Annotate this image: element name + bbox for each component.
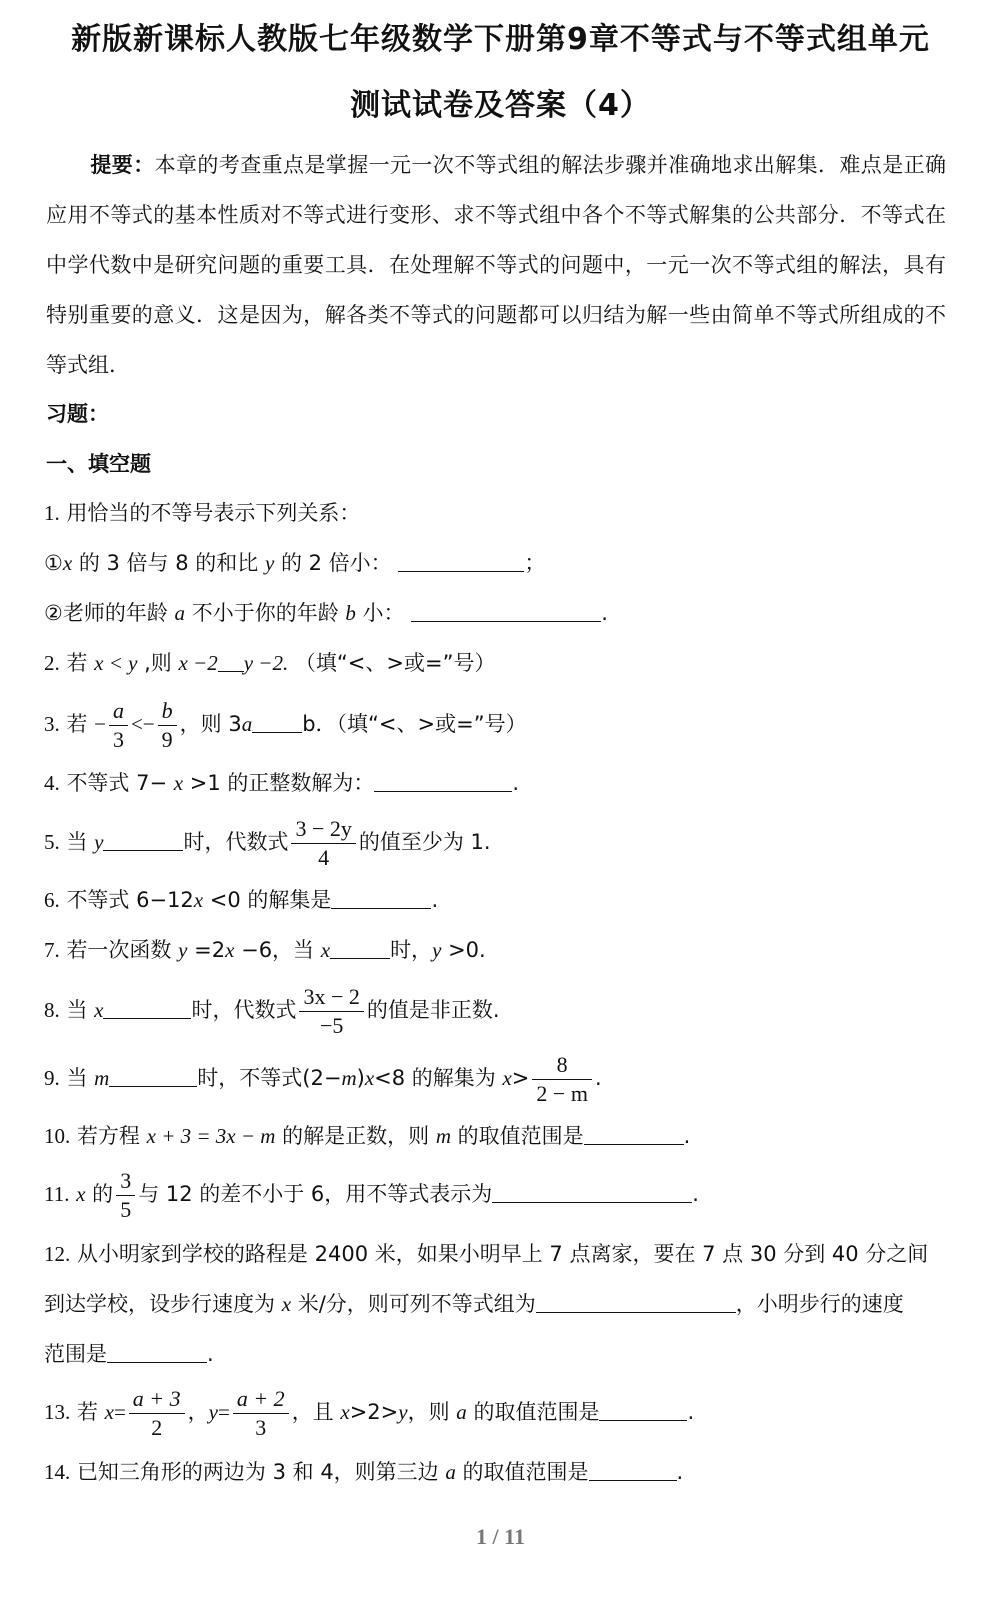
summary-text: 本章的考查重点是掌握一元一次不等式组的解法步骤并准确地求出解集．难点是正确应用不等式的基本性质对不等式进行变形、求不等式组中各个不等式解集的公共部分．不等式在中学代数中是研究问题的重要工具．在处理解不等式的问题中，一元一次不等式组的解法，具有特别重要的意义．这是因为，解各类不等式的问题都可以归结为解一些由简单不等式所组成的不等式组． (46, 153, 947, 377)
answer-blank[interactable] (107, 1340, 207, 1363)
question-11 (44, 1166, 699, 1222)
question-text: 的值至少为 1. (358, 830, 491, 854)
question-text: 的取值范围是 (455, 1460, 589, 1484)
question-text: =2 (187, 938, 226, 962)
question-text: 时，代数式 (183, 830, 289, 854)
question-text: 用恰当的不等号表示下列关系： (66, 501, 361, 525)
variable: a (174, 601, 186, 625)
question-text: 时，不等式(2− (197, 1066, 342, 1090)
question-number: 8. (44, 998, 60, 1022)
math-expression: x −2 (178, 651, 218, 675)
question-text: 从小明家到学校的路程是 2400 米，如果小明早上 7 点离家，要在 7 点 30 分到 40 分之间 (76, 1242, 929, 1266)
summary-paragraph (46, 140, 946, 390)
variable: m (94, 1066, 110, 1090)
question-text: ,则 (137, 651, 179, 675)
question-1b (44, 595, 608, 631)
section-exercises: 习题： (46, 402, 109, 426)
variable: m (341, 1066, 357, 1090)
answer-blank[interactable] (218, 649, 244, 672)
document-title-line-1: 新版新课标人教版七年级数学下册第9章不等式与不等式组单元 (71, 22, 930, 57)
math-expression: x < y (94, 651, 138, 675)
answer-blank[interactable] (103, 828, 183, 851)
question-text: 范围是 (44, 1342, 107, 1366)
fraction: $\frac{3 - 2y}{4}$ (291, 818, 355, 869)
variable: x (76, 1182, 86, 1206)
question-hint: b．（填“<、>或=”号） (302, 712, 527, 736)
variable: m (435, 1124, 451, 1148)
question-text: 已知三角形的两边为 3 和 4，则第三边 (76, 1460, 446, 1484)
circled-label: ① (44, 551, 63, 575)
question-6 (44, 882, 438, 918)
question-text: <8 的解集为 (374, 1066, 503, 1090)
fraction: $\frac{a + 3}{2}$ (129, 1388, 185, 1439)
question-number: 5. (44, 830, 60, 854)
answer-blank[interactable] (330, 936, 390, 959)
answer-blank[interactable] (589, 1458, 677, 1481)
question-text: 当 (66, 830, 95, 854)
question-text: <0 的解集是 (203, 888, 332, 912)
variable: x (104, 1400, 114, 1424)
question-hint: （填“<、>或=”号） (294, 651, 496, 675)
answer-blank[interactable] (331, 886, 431, 909)
question-text: ，且 (291, 1400, 341, 1424)
question-text: 若 (66, 651, 95, 675)
fraction: $\frac{a}{3}$ (109, 700, 128, 751)
question-text: 的 2 倍小： (274, 551, 392, 575)
answer-blank[interactable] (536, 1290, 736, 1313)
question-number: 14. (44, 1460, 71, 1484)
question-text: 到达学校，设步行速度为 (44, 1292, 282, 1316)
question-text: ) (356, 1066, 365, 1090)
question-text: > (511, 1066, 530, 1090)
fraction: $\frac{b}{9}$ (158, 700, 177, 751)
question-text: 若 (66, 712, 95, 736)
question-text: ，小明步行的速度 (735, 1292, 904, 1316)
punctuation: . (692, 1182, 699, 1206)
answer-blank[interactable] (374, 769, 512, 792)
equals-sign: = (113, 1400, 126, 1424)
variable: b (345, 601, 356, 625)
question-text: >0. (441, 938, 486, 962)
question-9 (44, 1050, 602, 1106)
variable: x (320, 938, 331, 962)
question-2 (44, 645, 495, 681)
variable: x (281, 1292, 292, 1316)
punctuation: ， (187, 1400, 209, 1424)
question-text: 当 (66, 998, 95, 1022)
variable: a (456, 1400, 467, 1424)
question-number: 4. (44, 771, 60, 795)
question-10 (44, 1118, 690, 1154)
summary-label: 提要： (90, 153, 155, 177)
variable: y (398, 1400, 408, 1424)
answer-blank[interactable] (109, 1064, 197, 1087)
punctuation: . (594, 1066, 602, 1090)
variable: y (432, 938, 442, 962)
question-text: ②老师的年龄 (44, 601, 175, 625)
answer-blank[interactable] (411, 599, 601, 622)
answer-blank[interactable] (398, 549, 524, 572)
question-3: 3. 若 − $\frac{a}{3}$ <− $\frac{b}{9}$ ，则 3a b．（填“<、>或=”号） (44, 697, 527, 752)
variable: a (241, 712, 253, 736)
question-5 (44, 814, 491, 870)
variable: y (208, 1400, 218, 1424)
question-14 (44, 1454, 683, 1490)
fraction: $\frac{3}{5}$ (116, 1170, 135, 1221)
answer-blank[interactable] (492, 1180, 692, 1203)
math-expression: x + 3 = 3x − m (146, 1124, 276, 1148)
question-text: 当 (66, 1066, 95, 1090)
variable: x (364, 1066, 375, 1090)
question-text: >2> (349, 1400, 399, 1424)
question-text: 小： (355, 601, 405, 625)
punctuation: . (676, 1460, 684, 1484)
punctuation: . (601, 601, 608, 625)
question-number: 11. (44, 1182, 70, 1206)
question-text: 与 12 的差不小于 6，用不等式表示为 (138, 1182, 493, 1206)
question-text: 不等式 6−12 (66, 888, 194, 912)
question-text: ，则 (407, 1400, 457, 1424)
question-number: 2. (44, 651, 60, 675)
question-number: 7. (44, 938, 60, 962)
question-text: 的解是正数，则 (275, 1124, 436, 1148)
question-number: 10. (44, 1124, 71, 1148)
question-text: −6，当 (234, 938, 321, 962)
question-text: >1 的正整数解为： (183, 771, 375, 795)
document-title-line-2: 测试试卷及答案（4） (350, 88, 651, 123)
punctuation: . (207, 1342, 214, 1366)
punctuation: . (687, 1400, 695, 1424)
question-text: 不等式 7− (66, 771, 174, 795)
question-text: 不小于你的年龄 (185, 601, 346, 625)
question-text: 时， (390, 938, 433, 962)
variable: x (94, 998, 104, 1022)
question-text: 的 (85, 1182, 114, 1206)
answer-blank[interactable] (103, 996, 191, 1019)
question-text: ，则 3 (179, 712, 242, 736)
punctuation: . (512, 771, 520, 795)
fraction: $\frac{a + 2}{3}$ (233, 1388, 289, 1439)
question-text: 若方程 (76, 1124, 147, 1148)
question-text: 的值是非正数. (366, 998, 500, 1022)
question-text: 米/分，则可列不等式组为 (291, 1292, 536, 1316)
question-1 (44, 495, 360, 531)
punctuation: . (683, 1124, 691, 1148)
page-number: 1 / 11 (476, 1524, 525, 1549)
variable: a (445, 1460, 456, 1484)
question-text: 时，代数式 (191, 998, 297, 1022)
variable: x (173, 771, 184, 795)
question-number: 3. (44, 712, 60, 736)
variable: x (340, 1400, 350, 1424)
question-12-line-1 (44, 1236, 928, 1272)
variable: x (225, 938, 235, 962)
section-fill-in: 一、填空题 (46, 452, 151, 476)
answer-blank[interactable] (252, 710, 302, 733)
fraction: $\frac{3x - 2}{-5}$ (299, 986, 363, 1037)
variable: y (264, 551, 275, 575)
variable: x (502, 1066, 512, 1090)
question-8 (44, 982, 500, 1038)
question-13: 13. 若 x= $\frac{a + 3}{2}$ ，y= $\frac{a + 2}{3}$ ，且 x>2>y，则 a 的取值范围是 . (44, 1385, 695, 1440)
variable: x (193, 888, 204, 912)
variable: y (94, 830, 104, 854)
punctuation: . (431, 888, 439, 912)
question-number: 13. (44, 1400, 71, 1424)
math-expression: y −2. (243, 651, 289, 675)
question-number: 12. (44, 1242, 71, 1266)
question-text: 的 3 倍与 8 的和比 (72, 551, 265, 575)
answer-blank[interactable] (599, 1398, 687, 1421)
question-number: 6. (44, 888, 60, 912)
question-4 (44, 765, 519, 801)
variable: y (178, 938, 188, 962)
question-12-line-3 (44, 1336, 214, 1372)
question-text: 若一次函数 (66, 938, 179, 962)
answer-blank[interactable] (584, 1122, 684, 1145)
question-text: 的取值范围是 (466, 1400, 600, 1424)
question-7 (44, 932, 486, 968)
question-number: 9. (44, 1066, 60, 1090)
punctuation: ； (524, 551, 546, 575)
question-text: 若 (76, 1400, 105, 1424)
fraction: $\frac{8}{2 - m}$ (532, 1054, 592, 1105)
variable: x (62, 551, 73, 575)
question-12-line-2 (44, 1286, 904, 1322)
question-1a (44, 545, 545, 581)
question-text: 的取值范围是 (450, 1124, 584, 1148)
question-number: 1. (44, 501, 60, 525)
